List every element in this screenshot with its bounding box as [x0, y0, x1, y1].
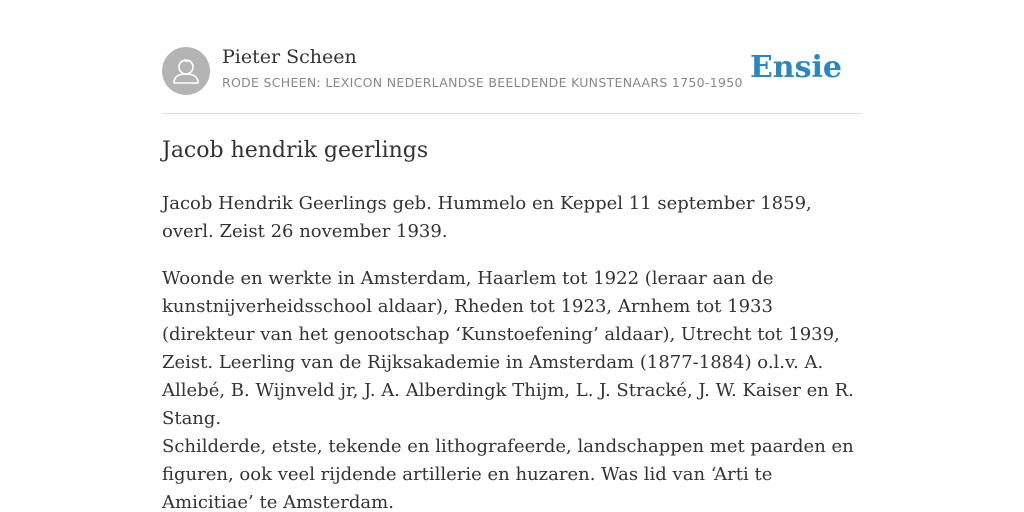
- article-paragraph: Woonde en werkte in Amsterdam, Haarlem tot 1922 (leraar aan de kunstnijverheidsschool aldaar), Rheden tot 1923, Arnhem tot 1933 (direkteur van het genootschap ‘Kunstoefening’ aldaar), Utrecht tot 1939, Zeist. Leerling van de Rijksakademie in Amsterdam (1877-1884) o.l.v. A. Allebé, B. Wijnveld jr, J. A. Alberdingk Thijm, L. J. Stracké, J. W. Kaiser en R. Stang.: [162, 268, 854, 429]
- article-header: [162, 46, 862, 114]
- source-label[interactable]: RODE SCHEEN: LEXICON NEDERLANDSE BEELDENDE KUNSTENAARS 1750-1950: [222, 75, 743, 90]
- article-paragraph: Jacob Hendrik Geerlings geb. Hummelo en Keppel 11 september 1859, overl. Zeist 26 november 1939.: [162, 193, 812, 242]
- user-icon: [162, 47, 210, 95]
- ensie-logo[interactable]: Ensie: [749, 50, 842, 85]
- author-avatar[interactable]: [162, 47, 210, 95]
- article-paragraph: Schilderde, etste, tekende en lithografeerde, landschappen met paarden en figuren, ook veel rijdende artillerie en huzaren. Was lid van ‘Arti te Amicitiae’ te Amsterdam.: [162, 436, 854, 512]
- author-name[interactable]: Pieter Scheen: [222, 46, 357, 68]
- divider: [162, 113, 862, 114]
- article-title: Jacob hendrik geerlings: [162, 138, 429, 163]
